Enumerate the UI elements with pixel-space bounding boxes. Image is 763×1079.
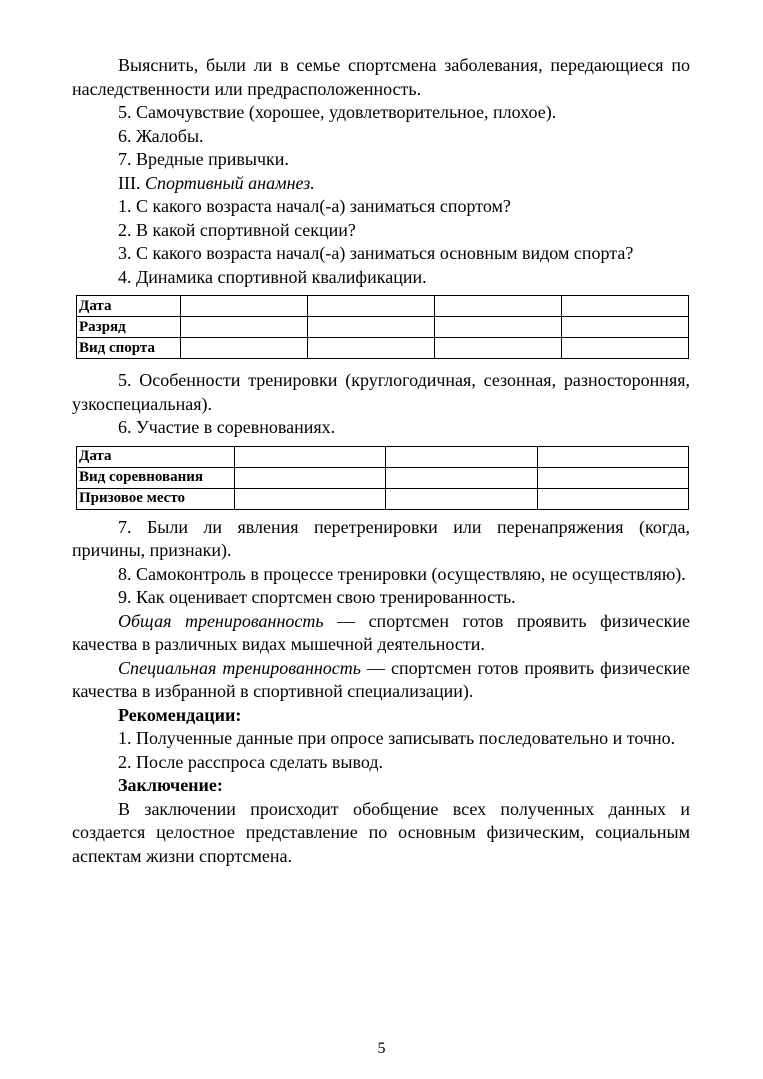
heading-recommendations: Рекомендации: bbox=[118, 704, 242, 725]
item-start-age: 1. С какого возраста начал(-а) заниматься спортом? bbox=[118, 196, 511, 216]
document-page bbox=[72, 54, 690, 868]
definition-text: — спортсмен готов проявить физические качества в избранной в спортивной специализации). bbox=[72, 657, 690, 701]
competitions-table bbox=[76, 446, 689, 510]
row-label: Дата bbox=[77, 296, 181, 317]
conclusion-text: В заключении происходит обобщение всех полученных данных и создается целостное представление по основным физическим, социальным аспектам жизни спортсмена. bbox=[72, 798, 690, 866]
table-cell[interactable] bbox=[537, 446, 688, 467]
recommendation-2: 2. После расспроса сделать вывод. bbox=[118, 751, 383, 772]
item-complaints: 6. Жалобы. bbox=[118, 125, 204, 146]
item-overtraining: 7. Были ли явления перетренировки или перенапряжения (когда, причины, признаки). bbox=[72, 516, 690, 560]
item-wellbeing: 5. Самочувствие (хорошее, удовлетворительное, плохое). bbox=[118, 102, 557, 122]
table-cell[interactable] bbox=[562, 317, 689, 338]
row-label: Разряд bbox=[77, 317, 181, 338]
table-cell[interactable] bbox=[308, 317, 435, 338]
qualification-table bbox=[76, 295, 689, 359]
page-number: 5 bbox=[377, 1040, 386, 1057]
definition-general-fitness bbox=[72, 610, 690, 657]
definition-text: — спортсмен готов проявить физические качества в различных видах мышечной деятельности. bbox=[72, 610, 690, 654]
term-general-fitness: Общая тренированность bbox=[118, 610, 324, 631]
definition-special-fitness bbox=[72, 657, 690, 704]
recommendation-1: 1. Полученные данные при опросе записывать последовательно и точно. bbox=[118, 728, 676, 748]
table-cell[interactable] bbox=[181, 317, 308, 338]
table-cell[interactable] bbox=[308, 296, 435, 317]
heading-conclusion: Заключение: bbox=[118, 775, 223, 795]
table-cell[interactable] bbox=[235, 488, 386, 509]
table-row bbox=[77, 296, 689, 317]
item-self-assessment: 9. Как оценивает спортсмен свою тренированность. bbox=[118, 587, 516, 607]
item-sport-section: 2. В какой спортивной секции? bbox=[118, 219, 356, 240]
table-cell[interactable] bbox=[181, 338, 308, 359]
table-cell[interactable] bbox=[435, 317, 562, 338]
table-cell[interactable] bbox=[386, 488, 537, 509]
item-competitions: 6. Участие в соревнованиях. bbox=[118, 417, 336, 437]
table-cell[interactable] bbox=[537, 467, 688, 488]
table-cell[interactable] bbox=[435, 338, 562, 359]
table-cell[interactable] bbox=[537, 488, 688, 509]
table-row bbox=[77, 338, 689, 359]
table-row bbox=[77, 446, 689, 467]
item-qualification-dynamics: 4. Динамика спортивной квалификации. bbox=[118, 266, 427, 287]
table-row bbox=[77, 467, 689, 488]
table-cell[interactable] bbox=[386, 467, 537, 488]
table-cell[interactable] bbox=[181, 296, 308, 317]
row-label: Призовое место bbox=[77, 488, 235, 509]
table-row bbox=[77, 317, 689, 338]
table-cell[interactable] bbox=[562, 296, 689, 317]
item-self-control: 8. Самоконтроль в процессе тренировки (осуществляю, не осуществляю). bbox=[118, 563, 686, 584]
row-label: Вид спорта bbox=[77, 338, 181, 359]
table-cell[interactable] bbox=[235, 467, 386, 488]
section-number: III. bbox=[118, 172, 145, 193]
row-label: Вид соревнования bbox=[77, 467, 235, 488]
term-special-fitness: Специальная тренированность bbox=[118, 657, 361, 678]
section-title: Спортивный анамнез. bbox=[144, 172, 315, 193]
table-cell[interactable] bbox=[435, 296, 562, 317]
row-label: Дата bbox=[77, 446, 235, 467]
table-row bbox=[77, 488, 689, 509]
section-sports-anamnesis bbox=[72, 172, 690, 196]
item-bad-habits: 7. Вредные привычки. bbox=[118, 149, 289, 169]
item-main-sport-age: 3. С какого возраста начал(-а) заниматься основным видом спорта? bbox=[118, 243, 634, 263]
table-cell[interactable] bbox=[235, 446, 386, 467]
paragraph-hereditary: Выяснить, были ли в семье спортсмена заболевания, передающиеся по наследственности или предрасположенность. bbox=[72, 55, 690, 99]
table-cell[interactable] bbox=[386, 446, 537, 467]
item-training-features: 5. Особенности тренировки (круглогодичная, сезонная, разносторонняя, узкоспециальная). bbox=[72, 370, 690, 414]
table-cell[interactable] bbox=[562, 338, 689, 359]
table-cell[interactable] bbox=[308, 338, 435, 359]
